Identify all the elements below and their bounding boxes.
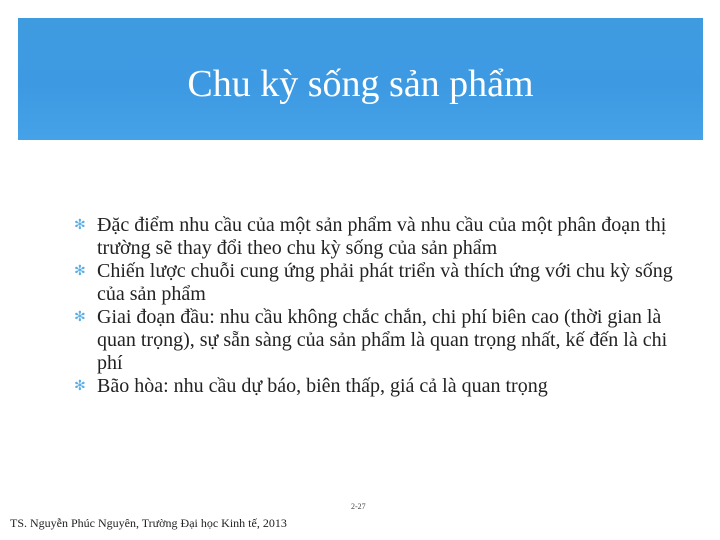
asterisk-icon: ✻ [74, 218, 86, 233]
bullet-item [74, 260, 674, 306]
asterisk-icon: ✻ [74, 310, 86, 325]
bullet-text: Chiến lược chuỗi cung ứng phải phát triển và thích ứng với chu kỳ sống của sản phẩm [97, 260, 673, 305]
bullet-item [74, 306, 674, 375]
bullet-item [74, 375, 674, 398]
title-panel [18, 18, 703, 140]
slide-title: Chu kỳ sống sản phẩm [187, 63, 534, 105]
bullet-text: Đặc điểm nhu cầu của một sản phẩm và nhu cầu của một phân đoạn thị trường sẽ thay đổi theo chu kỳ sống của sản phẩm [97, 214, 667, 259]
bullet-list [74, 214, 674, 398]
asterisk-icon: ✻ [74, 264, 86, 279]
bullet-text: Bão hòa: nhu cầu dự báo, biên thấp, giá cả là quan trọng [97, 375, 548, 397]
footer-text: TS. Nguyễn Phúc Nguyên, Trường Đại học Kinh tế, 2013 [10, 516, 287, 530]
page-number: 2-27 [351, 502, 366, 511]
bullet-item [74, 214, 674, 260]
bullet-text: Giai đoạn đầu: nhu cầu không chắc chắn, chi phí biên cao (thời gian là quan trọng), sự sẵn sàng của sản phẩm là quan trọng nhất, kế đến là chi phí [97, 306, 668, 374]
asterisk-icon: ✻ [74, 379, 86, 394]
